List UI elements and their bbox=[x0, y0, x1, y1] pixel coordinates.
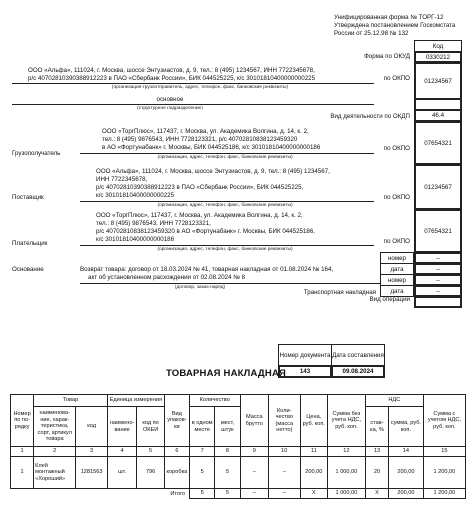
th-net: Коли-чество (масса нетто) bbox=[269, 395, 301, 447]
transport-label: Транспортная накладная bbox=[303, 289, 376, 296]
cell-unit-okei: 796 bbox=[137, 457, 164, 489]
shipper-line-1: ООО «Альфа», 111024, г. Москва, шоссе Энтузиастов, д. 9, тел.: 8 (495) 1234567, ИНН 7722345678, bbox=[28, 67, 315, 74]
th-qty-in-one: в одном месте bbox=[190, 407, 215, 447]
th-price: Цена, руб. коп. bbox=[300, 395, 327, 447]
payer-line-3: р/с 40702810838123459320 в АО «Фортунабанк» г. Москвы, БИК 044525186, bbox=[96, 228, 316, 235]
cell-qty-places: 5 bbox=[215, 457, 240, 489]
col-number: 10 bbox=[269, 447, 301, 457]
okdp-code: 46.4 bbox=[414, 109, 462, 122]
transport-number-label: номер bbox=[380, 274, 414, 286]
consignee-line-1: ООО «ТоргПлюс», 117437, г. Москва, ул. Академика Волгина, д. 14, к. 2, bbox=[102, 128, 309, 135]
transport-date-value: – bbox=[414, 285, 462, 297]
operation-value bbox=[414, 296, 462, 308]
cell-goods-name: Клей монтажный «Хороший» bbox=[34, 457, 76, 489]
division-underline bbox=[12, 104, 374, 105]
col-number: 5 bbox=[137, 447, 164, 457]
payer-line-2: тел.: 8 (495) 9876543, ИНН 7728123321, bbox=[96, 220, 211, 227]
consignee-line-2: тел.: 8 (495) 9876543, ИНН 7728123321, р/с 40702810838123459320 bbox=[102, 136, 298, 143]
col-number: 7 bbox=[190, 447, 215, 457]
division-caption: (структурное подразделение) bbox=[137, 106, 203, 111]
cell-row-no: 1 bbox=[11, 457, 34, 489]
col-number: 1 bbox=[11, 447, 34, 457]
col-number: 4 bbox=[107, 447, 136, 457]
column-numbers-row bbox=[11, 447, 466, 457]
payer-line-1: ООО «ТоргПлюс», 117437, г. Москва, ул. Академика Волгина, д. 14, к. 2, bbox=[96, 212, 303, 219]
basis-line-2: акт об установленном расхождении от 02.08.2024 № 8 bbox=[88, 274, 246, 281]
total-qty-in-one: 5 bbox=[190, 489, 215, 499]
cell-qty-in-one: 5 bbox=[190, 457, 215, 489]
okud-label: Форма по ОКУД bbox=[364, 53, 410, 60]
cell-vat-sum: 200,00 bbox=[389, 457, 424, 489]
th-unit-okei: код по ОКЕИ bbox=[137, 407, 164, 447]
th-unit: Единица измерения bbox=[107, 395, 164, 407]
payer-line-4: к/с 30101810400000000186 bbox=[96, 236, 175, 243]
th-row-no: Номер по по-рядку bbox=[11, 395, 34, 447]
basis-line-1: Возврат товара: договор от 18.03.2024 № 41, товарная накладная от 01.08.2024 № 164, bbox=[80, 266, 334, 273]
consignee-underline bbox=[80, 153, 374, 154]
okpo-payer-label: по ОКПО bbox=[383, 238, 410, 245]
total-sum-wo-vat: 1 000,00 bbox=[327, 489, 365, 499]
supplier-line-2: ИНН 7722345678, bbox=[96, 176, 148, 183]
shipper-caption: (организация-грузоотправитель, адрес, телефон, факс, банковские реквизиты) bbox=[111, 85, 289, 90]
basis-label: Основание bbox=[12, 266, 44, 273]
shipper-line-2: р/с 40702810390388912223 в ПАО «Сбербанк России», БИК 044525225, к/с 30101810400000000225 bbox=[28, 75, 316, 82]
th-vat-rate: став-ка, % bbox=[365, 407, 388, 447]
basis-number-label: номер bbox=[380, 252, 414, 264]
th-gross: Масса брутто bbox=[240, 395, 268, 447]
okpo-supplier-label: по ОКПО bbox=[383, 194, 410, 201]
doc-number-header: Номер документа bbox=[278, 344, 332, 366]
col-number: 3 bbox=[76, 447, 108, 457]
total-vat-sum: 200,00 bbox=[389, 489, 424, 499]
total-row bbox=[11, 489, 466, 499]
goods-table bbox=[10, 394, 466, 499]
transport-date-label: дата bbox=[380, 285, 414, 297]
okpo-supplier-code: 01234567 bbox=[414, 164, 462, 210]
basis-number-value: – bbox=[414, 252, 462, 264]
cell-net: – bbox=[269, 457, 301, 489]
cell-goods-code: 1281563 bbox=[76, 457, 108, 489]
supplier-line-1: ООО «Альфа», 111024, г. Москва, шоссе Энтузиастов, д. 9, тел.: 8 (495) 1234567, bbox=[96, 168, 330, 175]
cell-sum-with-vat: 1 200,00 bbox=[423, 457, 465, 489]
cell-sum-wo-vat: 1 000,00 bbox=[327, 457, 365, 489]
doc-date-header: Дата составления bbox=[331, 344, 385, 366]
total-qty-places: 5 bbox=[215, 489, 240, 499]
codes-header: Код bbox=[414, 40, 462, 52]
th-goods-code: код bbox=[76, 407, 108, 447]
okpo-shipper-code: 01234567 bbox=[414, 62, 462, 100]
col-number: 8 bbox=[215, 447, 240, 457]
okpo-consignee-code: 07654321 bbox=[414, 121, 462, 165]
okdp-label: Вид деятельности по ОКДП bbox=[330, 113, 410, 120]
okud-code: 0330212 bbox=[414, 51, 462, 63]
cell-unit-name: шт. bbox=[107, 457, 136, 489]
th-sum-with-vat: Сумма с учетом НДС, руб. коп. bbox=[423, 395, 465, 447]
col-number: 9 bbox=[240, 447, 268, 457]
doc-number: 143 bbox=[278, 365, 332, 378]
col-number: 14 bbox=[389, 447, 424, 457]
supplier-line-4: к/с 30101810400000000225 bbox=[96, 192, 175, 199]
form-approval: Утверждена постановлением Госкомстата bbox=[334, 22, 456, 29]
col-number: 13 bbox=[365, 447, 388, 457]
transport-number-value: – bbox=[414, 274, 462, 286]
consignee-line-3: в АО «Фортунабанк» г. Москвы, БИК 044525186, к/с 30101810400000000186 bbox=[102, 144, 321, 151]
payer-label: Плательщик bbox=[12, 240, 48, 247]
doc-date: 09.08.2024 bbox=[331, 365, 385, 378]
th-vat-sum: сумма, руб. коп. bbox=[389, 407, 424, 447]
payer-underline bbox=[80, 245, 374, 246]
th-unit-name: наимено-вание bbox=[107, 407, 136, 447]
okpo-payer-code: 07654321 bbox=[414, 209, 462, 253]
operation-label: Вид операции bbox=[369, 296, 410, 303]
basis-date-label: дата bbox=[380, 263, 414, 275]
col-number: 2 bbox=[34, 447, 76, 457]
th-qty: Количество bbox=[190, 395, 241, 407]
total-price: Х bbox=[300, 489, 327, 499]
payer-caption: (организация, адрес, телефон, факс, банковские реквизиты) bbox=[157, 247, 293, 252]
th-goods-name: наименова-ние, харак-теристика, сорт, артикул товара bbox=[34, 407, 76, 447]
cell-price: 200,00 bbox=[300, 457, 327, 489]
okpo-consignee-label: по ОКПО bbox=[383, 145, 410, 152]
col-number: 6 bbox=[164, 447, 189, 457]
supplier-caption: (организация, адрес, телефон, факс, банковские реквизиты) bbox=[157, 203, 293, 208]
total-gross: – bbox=[240, 489, 268, 499]
total-net: – bbox=[269, 489, 301, 499]
document-title: ТОВАРНАЯ НАКЛАДНАЯ bbox=[166, 368, 287, 379]
cell-gross: – bbox=[240, 457, 268, 489]
form-name: Унифицированная форма № ТОРГ-12 bbox=[334, 14, 444, 21]
form-approval-date: России от 25.12.98 № 132 bbox=[334, 30, 409, 37]
th-qty-places: мест, штук bbox=[215, 407, 240, 447]
shipper-underline bbox=[12, 83, 374, 84]
th-vat: НДС bbox=[365, 395, 423, 407]
consignee-label: Грузополучатель bbox=[12, 150, 61, 157]
total-sum-with-vat: 1 200,00 bbox=[423, 489, 465, 499]
okpo-shipper-label: по ОКПО bbox=[383, 75, 410, 82]
th-sum-wo-vat: Сумма без учета НДС, руб. коп. bbox=[327, 395, 365, 447]
col-number: 11 bbox=[300, 447, 327, 457]
col-number: 15 bbox=[423, 447, 465, 457]
basis-caption: (договор, заказ-наряд) bbox=[174, 285, 226, 290]
supplier-underline bbox=[80, 201, 374, 202]
supplier-label: Поставщик bbox=[12, 194, 44, 201]
th-goods: Товар bbox=[34, 395, 108, 407]
cell-pack-type: коробка bbox=[164, 457, 189, 489]
total-label: Итого bbox=[170, 490, 186, 497]
th-pack-type: Вид упаков-ки bbox=[164, 395, 189, 447]
cell-vat-rate: 20 bbox=[365, 457, 388, 489]
supplier-line-3: р/с 40702810390388912223 в ПАО «Сбербанк России», БИК 044525225, bbox=[96, 184, 304, 191]
table-row bbox=[11, 457, 466, 489]
division-value: основное bbox=[156, 96, 184, 103]
col-number: 12 bbox=[327, 447, 365, 457]
total-vat-rate: Х bbox=[365, 489, 388, 499]
basis-underline bbox=[80, 283, 380, 284]
consignee-caption: (организация, адрес, телефон, факс, банковские реквизиты) bbox=[157, 155, 293, 160]
basis-date-value: – bbox=[414, 263, 462, 275]
